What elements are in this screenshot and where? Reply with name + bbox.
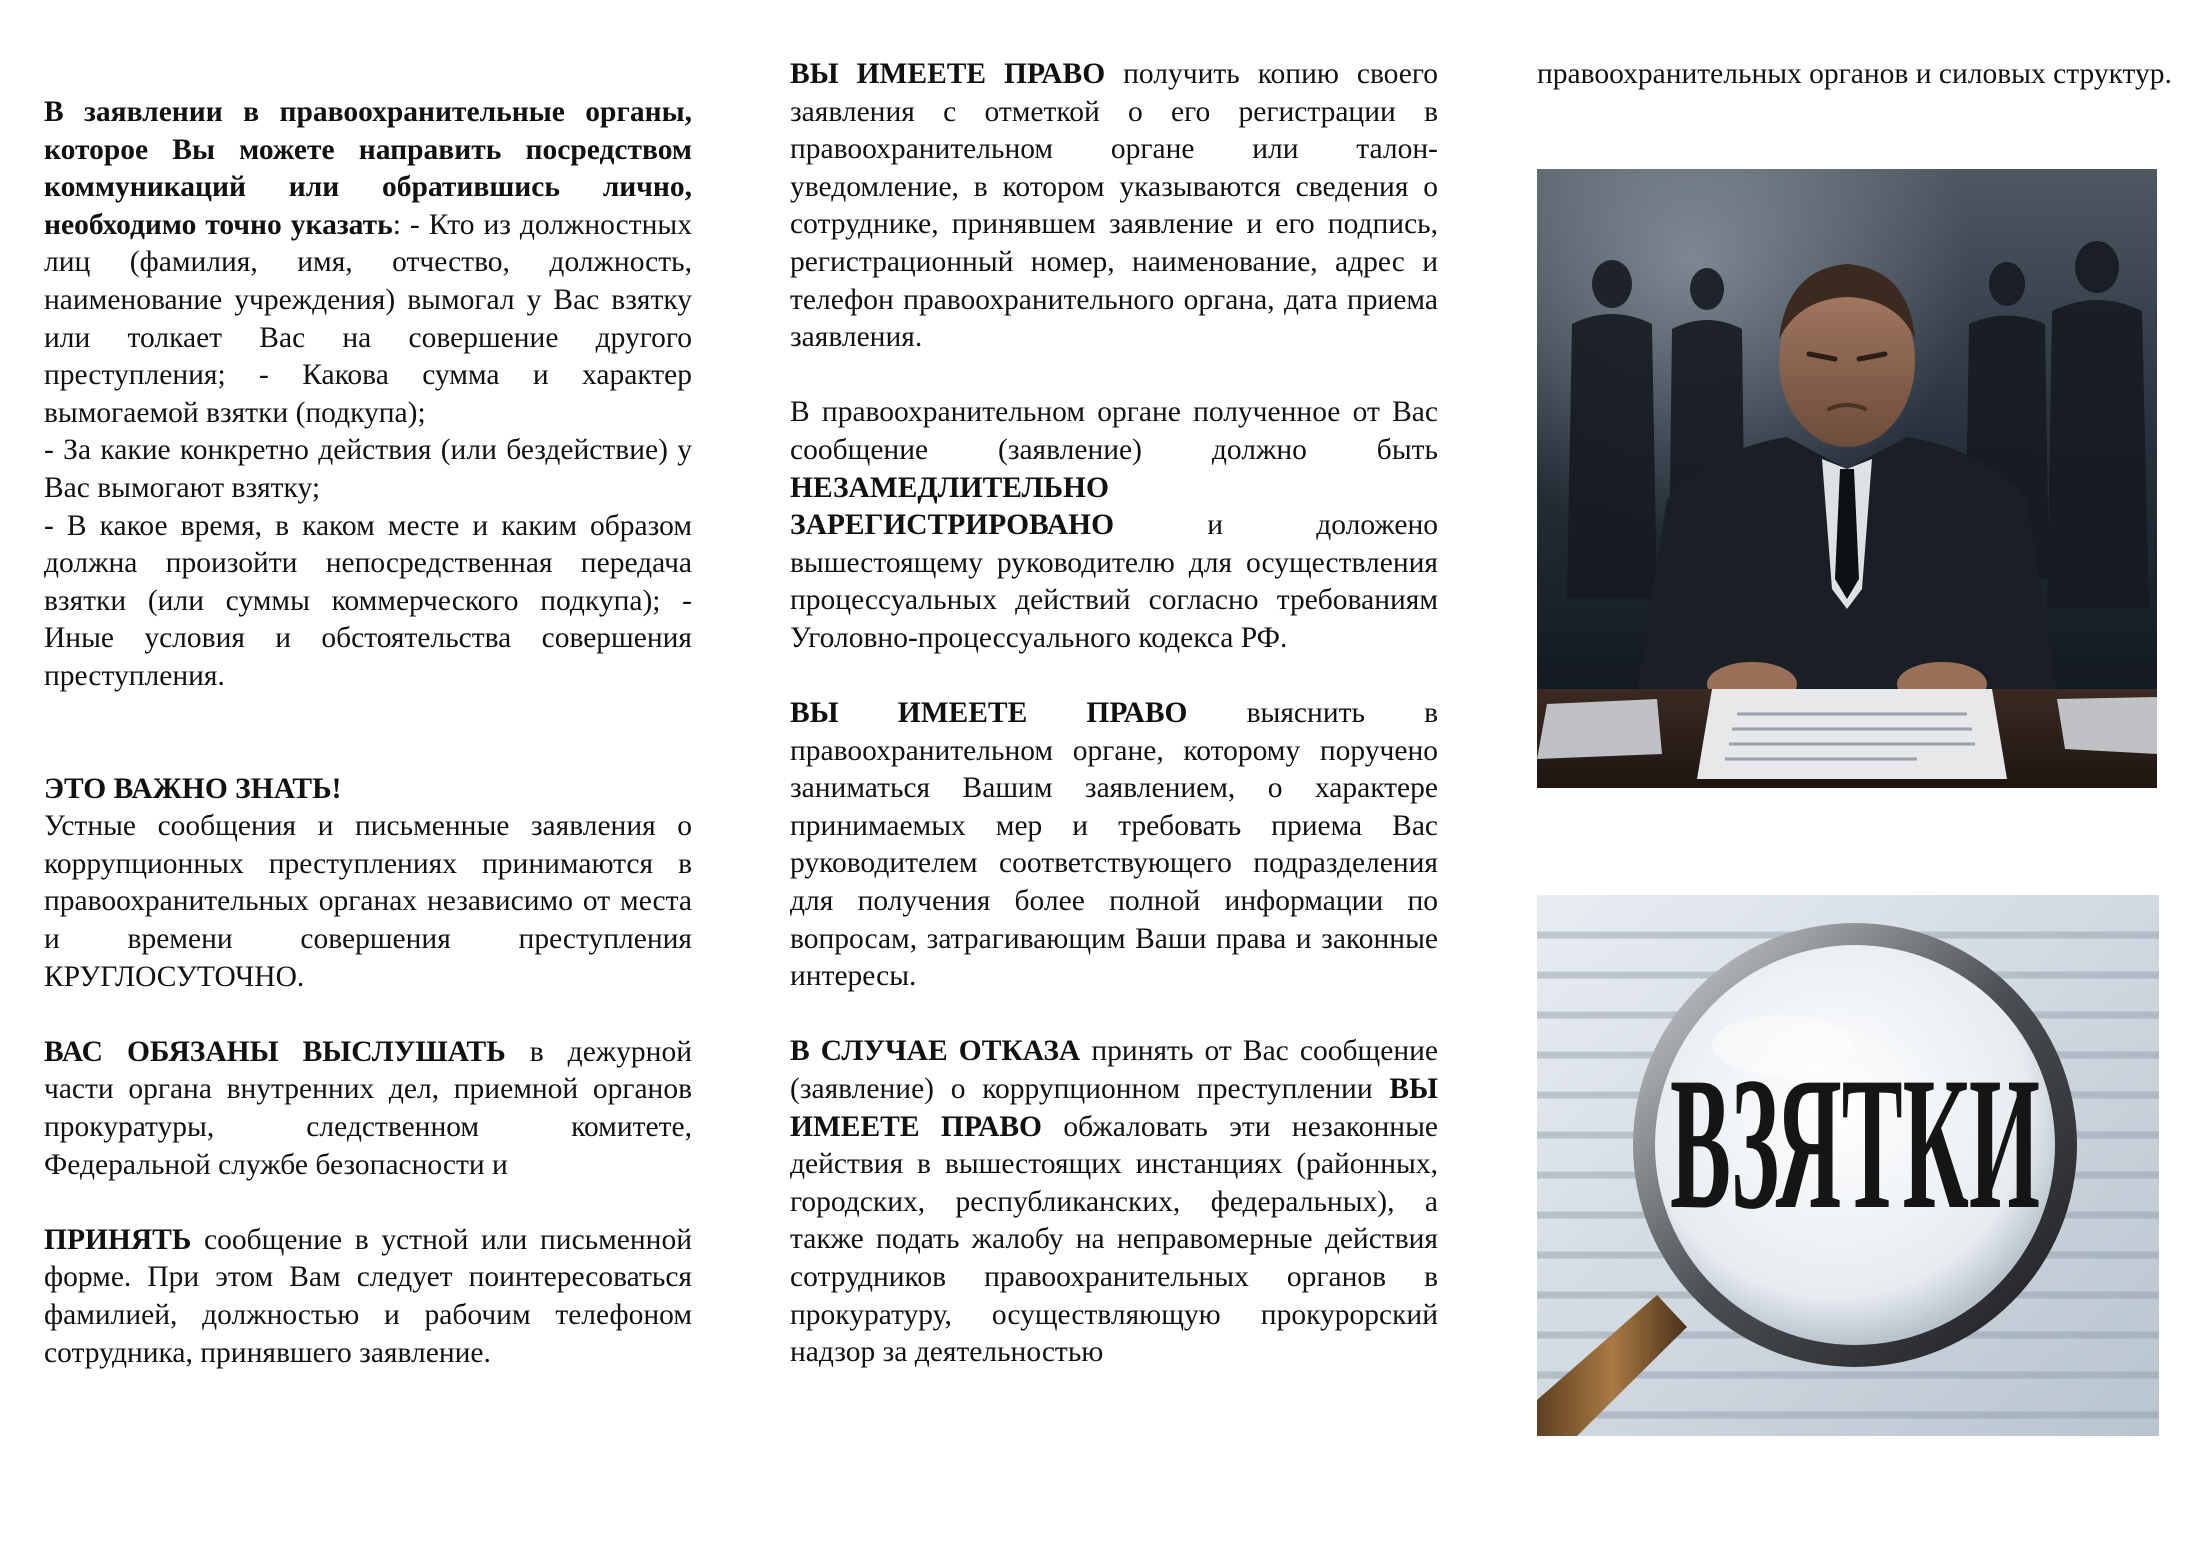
register-text-1: В правоохранительном органе полученное от Вас сообщение (заявление) должно быть bbox=[790, 396, 1438, 466]
important-title-text: ЭТО ВАЖНО ЗНАТЬ! bbox=[44, 772, 342, 805]
refusal-paragraph bbox=[790, 1033, 1438, 1371]
item-time: - В какое время, в каком месте и каким образом должна произойти непосредственная передача взятки (или суммы коммерческого подкупа); - Иные условия и обстоятельства совершения преступления. bbox=[44, 509, 692, 692]
copy-right-bold: ВЫ ИМЕЕТЕ ПРАВО bbox=[790, 58, 1106, 90]
statement-requirements-paragraph bbox=[44, 94, 692, 432]
statement-heading: В заявлении в правоохранительные органы, которое Вы можете направить посредством коммуникаций или обратившись лично, необходимо точно указать bbox=[44, 96, 692, 241]
register-text-2: и доложено вышестоящему руководителю для осуществления процессуальных действий согласно требованиям Уголовно-процессуального кодекса РФ. bbox=[790, 509, 1438, 654]
refusal-bold: В СЛУЧАЕ ОТКАЗА bbox=[790, 1035, 1081, 1068]
official-photo bbox=[1537, 169, 2157, 788]
register-bold-2: ЗАРЕГИСТРИРОВАНО bbox=[790, 509, 1115, 542]
important-title bbox=[44, 771, 692, 809]
listen-bold: ВАС ОБЯЗАНЫ ВЫСЛУШАТЬ bbox=[44, 1035, 506, 1068]
copy-right-text: получить копию своего заявления с отметкой о его регистрации в правоохранительном органе или талон-уведомление, в котором указываются сведения о сотруднике, принявшем заявление и его подпись, регистрационный номер, наименование, адрес и телефон правоохранительного органа, дата приема заявления. bbox=[790, 58, 1438, 354]
important-text: Устные сообщения и письменные заявления о коррупционных преступлениях принимаются в правоохранительных органах независимо от места и времени совершения преступления КРУГЛОСУТОЧНО. bbox=[44, 810, 692, 993]
register-bold-1: НЕЗАМЕДЛИТЕЛЬНО bbox=[790, 471, 1109, 504]
column-left bbox=[44, 0, 692, 1372]
listen-paragraph bbox=[44, 1034, 692, 1184]
column-middle bbox=[790, 0, 1438, 1372]
refusal-text-2: обжаловать эти незаконные действия в вышестоящих инстанциях (районных, городских, республиканских, федеральных), а также подать жалобу на неправомерные действия сотрудников правоохранительных органов в прокуратуру, осуществляющую прокурорский надзор за деятельностью bbox=[790, 1110, 1438, 1369]
find-out-paragraph bbox=[790, 695, 1438, 996]
item-action: - За какие конкретно действия (или бездействие) у Вас вымогают взятку; bbox=[44, 434, 692, 504]
refusal-bold-2: ВЫ ИМЕЕТЕ ПРАВО bbox=[790, 1073, 1438, 1143]
continuation-text: правоохранительных органов и силовых структур. bbox=[1537, 58, 2172, 90]
listen-text: в дежурной части органа внутренних дел, приемной органов прокуратуры, следственном комитете, Федеральной службе безопасности и bbox=[44, 1035, 692, 1181]
accept-text: сообщение в устной или письменной форме. При этом Вам следует поинтересоваться фамилией, должностью и рабочим телефоном сотрудника, принявшего заявление. bbox=[44, 1223, 692, 1369]
magnifier-photo bbox=[1537, 895, 2159, 1436]
statement-items: Кто из должностных лиц (фамилия, имя, отчество, должность, наименование учреждения) вымогал у Вас взятку или толкает Вас на совершение другого преступления; - Какова сумма и характер вымогаемой взятки (подкупа); bbox=[44, 208, 693, 429]
magnifier-word: ВЗЯТКИ bbox=[1670, 1039, 2040, 1249]
find-out-bold: ВЫ ИМЕЕТЕ ПРАВО bbox=[790, 697, 1188, 730]
copy-right-paragraph bbox=[790, 56, 1438, 357]
accept-paragraph bbox=[44, 1222, 692, 1372]
column-right bbox=[1537, 0, 2187, 94]
register-paragraph bbox=[790, 394, 1438, 657]
accept-bold: ПРИНЯТЬ bbox=[44, 1223, 192, 1256]
statement-colon: : - bbox=[392, 208, 420, 241]
find-out-text: выяснить в правоохранительном органе, которому поручено заниматься Вашим заявлением, о характере принимаемых мер и требовать приема Вас руководителем соответствующего подразделения для получения более полной информации по вопросам, затрагивающим Ваши права и законные интересы. bbox=[790, 697, 1438, 993]
refusal-text-1: принять от Вас сообщение (заявление) о коррупционном преступлении bbox=[790, 1035, 1438, 1106]
